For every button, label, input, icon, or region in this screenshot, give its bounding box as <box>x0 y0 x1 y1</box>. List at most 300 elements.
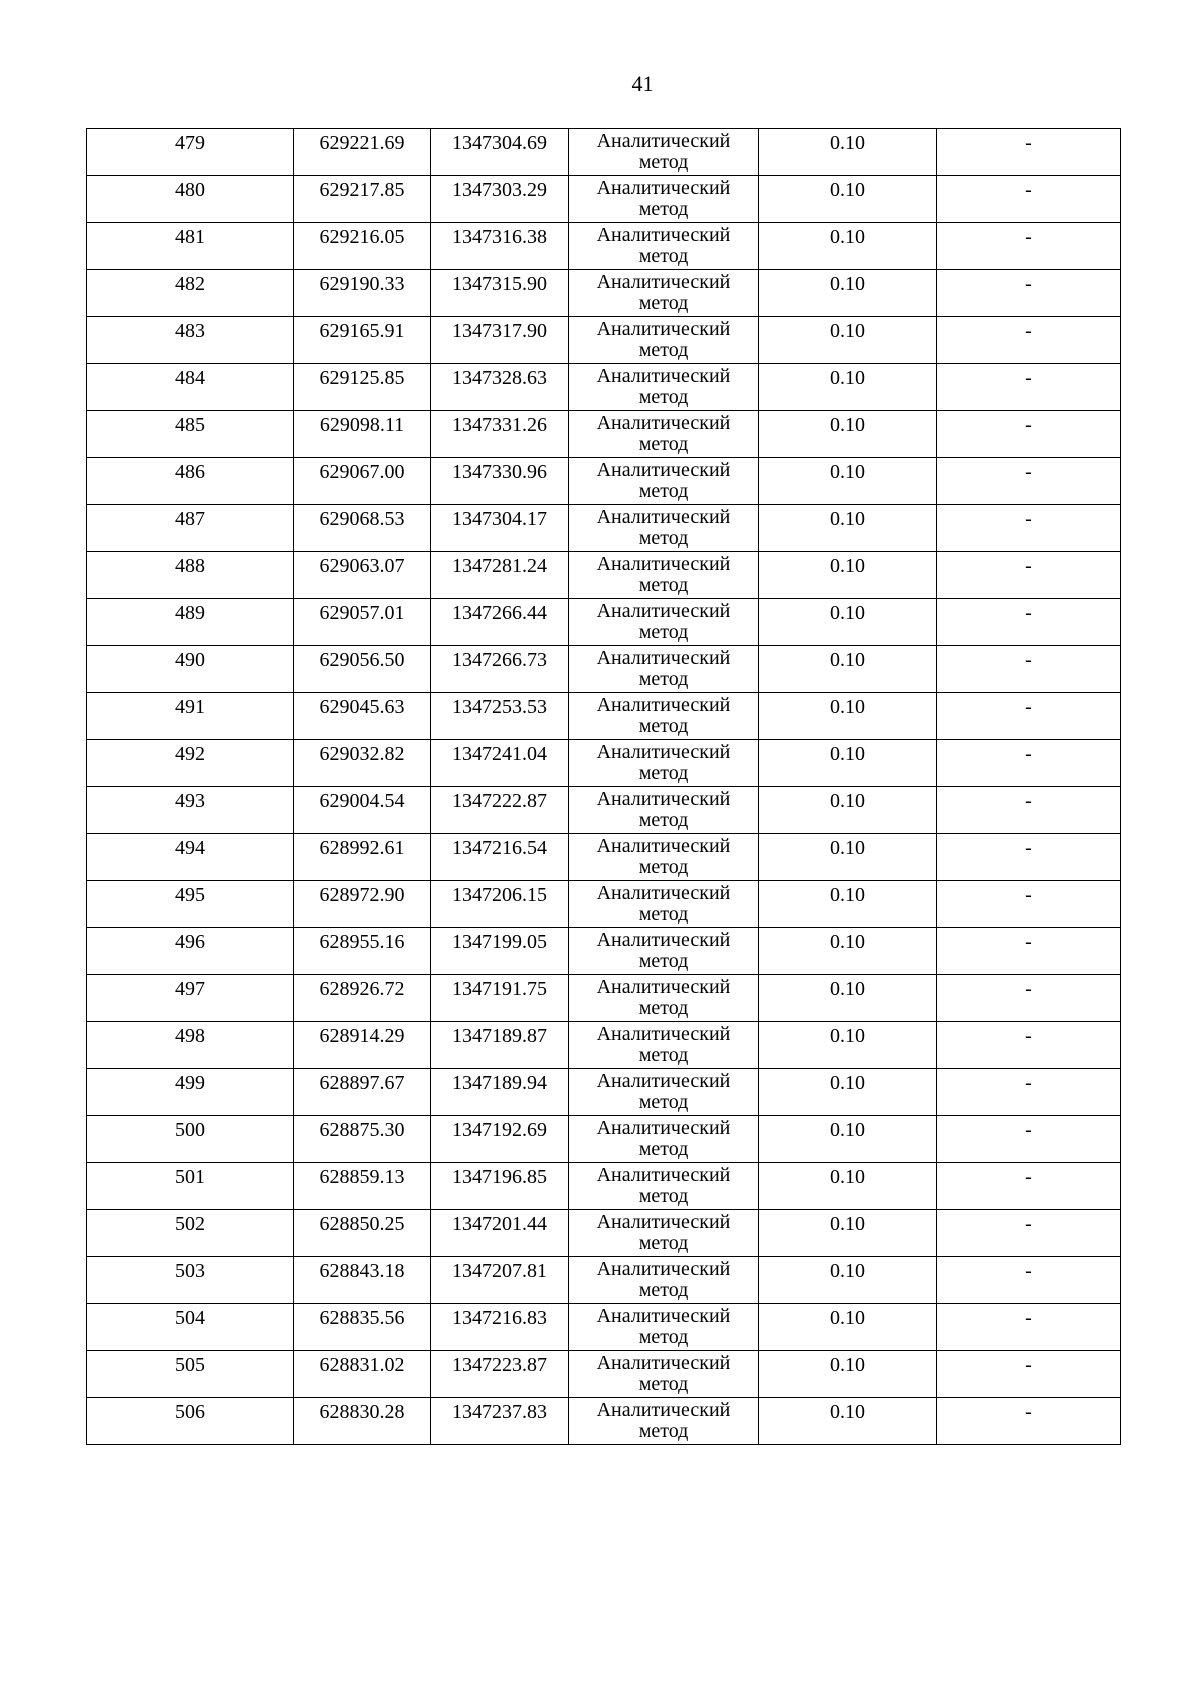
y-coordinate-value: 1347304.17 <box>452 508 547 530</box>
y-coordinate-cell <box>431 364 569 411</box>
note-value: - <box>1025 414 1032 436</box>
point-number-cell <box>87 693 294 740</box>
y-coordinate-value: 1347330.96 <box>452 461 547 483</box>
note-value: - <box>1025 1307 1032 1329</box>
point-number-cell <box>87 975 294 1022</box>
x-coordinate-value: 629045.63 <box>319 696 405 718</box>
note-cell <box>937 834 1121 881</box>
note-cell <box>937 1116 1121 1163</box>
table-body <box>87 129 1121 1445</box>
accuracy-value: 0.10 <box>830 1354 865 1376</box>
accuracy-value: 0.10 <box>830 978 865 1000</box>
method-line-2: метод <box>638 950 689 972</box>
note-value: - <box>1025 179 1032 201</box>
method-line-1: Аналитический <box>596 271 731 293</box>
method-cell <box>569 1351 759 1398</box>
note-cell <box>937 552 1121 599</box>
point-number-value: 504 <box>175 1307 205 1329</box>
point-number-value: 486 <box>175 461 205 483</box>
method-line-2: метод <box>638 668 689 690</box>
method-cell <box>569 223 759 270</box>
method-line-2: метод <box>638 151 689 173</box>
note-cell <box>937 1210 1121 1257</box>
note-cell <box>937 1257 1121 1304</box>
note-value: - <box>1025 884 1032 906</box>
x-coordinate-cell <box>294 364 431 411</box>
point-number-value: 483 <box>175 320 205 342</box>
method-line-1: Аналитический <box>596 1117 731 1139</box>
point-number-value: 494 <box>175 837 205 859</box>
accuracy-cell <box>759 552 937 599</box>
y-coordinate-cell <box>431 1163 569 1210</box>
point-number-value: 497 <box>175 978 205 1000</box>
point-number-value: 493 <box>175 790 205 812</box>
method-text <box>569 646 758 690</box>
x-coordinate-value: 628992.61 <box>319 837 405 859</box>
point-number-cell <box>87 176 294 223</box>
y-coordinate-value: 1347201.44 <box>452 1213 547 1235</box>
method-line-2: метод <box>638 339 689 361</box>
method-cell <box>569 1257 759 1304</box>
point-number-value: 484 <box>175 367 205 389</box>
method-line-2: метод <box>638 574 689 596</box>
x-coordinate-value: 629056.50 <box>319 649 405 671</box>
accuracy-value: 0.10 <box>830 1072 865 1094</box>
method-cell <box>569 834 759 881</box>
table-row <box>87 364 1121 411</box>
table-row <box>87 646 1121 693</box>
accuracy-value: 0.10 <box>830 320 865 342</box>
point-number-cell <box>87 1069 294 1116</box>
note-value: - <box>1025 1166 1032 1188</box>
note-cell <box>937 1304 1121 1351</box>
y-coordinate-cell <box>431 1351 569 1398</box>
accuracy-cell <box>759 740 937 787</box>
method-cell <box>569 317 759 364</box>
y-coordinate-cell <box>431 1069 569 1116</box>
point-number-value: 480 <box>175 179 205 201</box>
point-number-cell <box>87 411 294 458</box>
y-coordinate-value: 1347304.69 <box>452 132 547 154</box>
method-line-2: метод <box>638 292 689 314</box>
table-row <box>87 129 1121 176</box>
note-cell <box>937 317 1121 364</box>
note-value: - <box>1025 461 1032 483</box>
y-coordinate-cell <box>431 787 569 834</box>
x-coordinate-value: 628897.67 <box>319 1072 405 1094</box>
note-value: - <box>1025 1260 1032 1282</box>
accuracy-value: 0.10 <box>830 1307 865 1329</box>
accuracy-cell <box>759 834 937 881</box>
note-cell <box>937 364 1121 411</box>
y-coordinate-value: 1347281.24 <box>452 555 547 577</box>
method-line-1: Аналитический <box>596 130 731 152</box>
note-value: - <box>1025 696 1032 718</box>
method-cell <box>569 740 759 787</box>
method-line-2: метод <box>638 1373 689 1395</box>
x-coordinate-value: 629217.85 <box>319 179 405 201</box>
point-number-cell <box>87 129 294 176</box>
table-row <box>87 1069 1121 1116</box>
table-row <box>87 928 1121 975</box>
accuracy-value: 0.10 <box>830 508 865 530</box>
method-cell <box>569 505 759 552</box>
method-text <box>569 1351 758 1395</box>
table-row <box>87 270 1121 317</box>
note-cell <box>937 928 1121 975</box>
method-line-2: метод <box>638 480 689 502</box>
table-row <box>87 1116 1121 1163</box>
note-cell <box>937 505 1121 552</box>
x-coordinate-value: 628875.30 <box>319 1119 405 1141</box>
x-coordinate-value: 628843.18 <box>319 1260 405 1282</box>
point-number-value: 487 <box>175 508 205 530</box>
accuracy-cell <box>759 1163 937 1210</box>
table-row <box>87 505 1121 552</box>
accuracy-value: 0.10 <box>830 884 865 906</box>
x-coordinate-value: 629125.85 <box>319 367 405 389</box>
point-number-cell <box>87 740 294 787</box>
x-coordinate-cell <box>294 1351 431 1398</box>
method-cell <box>569 928 759 975</box>
method-text <box>569 176 758 220</box>
accuracy-cell <box>759 129 937 176</box>
method-line-2: метод <box>638 433 689 455</box>
y-coordinate-cell <box>431 599 569 646</box>
note-cell <box>937 599 1121 646</box>
x-coordinate-cell <box>294 787 431 834</box>
method-line-2: метод <box>638 198 689 220</box>
x-coordinate-cell <box>294 176 431 223</box>
note-cell <box>937 881 1121 928</box>
table-row <box>87 1398 1121 1445</box>
accuracy-value: 0.10 <box>830 179 865 201</box>
method-line-2: метод <box>638 1091 689 1113</box>
point-number-value: 498 <box>175 1025 205 1047</box>
point-number-value: 485 <box>175 414 205 436</box>
method-text <box>569 787 758 831</box>
method-line-2: метод <box>638 1279 689 1301</box>
y-coordinate-cell <box>431 270 569 317</box>
accuracy-cell <box>759 176 937 223</box>
x-coordinate-cell <box>294 646 431 693</box>
note-value: - <box>1025 1072 1032 1094</box>
note-value: - <box>1025 320 1032 342</box>
method-cell <box>569 1163 759 1210</box>
point-number-value: 499 <box>175 1072 205 1094</box>
method-cell <box>569 1398 759 1445</box>
point-number-cell <box>87 1163 294 1210</box>
method-line-1: Аналитический <box>596 318 731 340</box>
method-cell <box>569 1210 759 1257</box>
method-text <box>569 881 758 925</box>
y-coordinate-cell <box>431 1210 569 1257</box>
method-line-1: Аналитический <box>596 788 731 810</box>
y-coordinate-value: 1347331.26 <box>452 414 547 436</box>
y-coordinate-value: 1347266.73 <box>452 649 547 671</box>
accuracy-value: 0.10 <box>830 696 865 718</box>
y-coordinate-cell <box>431 881 569 928</box>
y-coordinate-value: 1347216.54 <box>452 837 547 859</box>
table-row <box>87 599 1121 646</box>
x-coordinate-value: 629190.33 <box>319 273 405 295</box>
method-text <box>569 1210 758 1254</box>
y-coordinate-value: 1347191.75 <box>452 978 547 1000</box>
method-text <box>569 693 758 737</box>
method-line-1: Аналитический <box>596 600 731 622</box>
method-text <box>569 1069 758 1113</box>
point-number-cell <box>87 787 294 834</box>
y-coordinate-cell <box>431 223 569 270</box>
x-coordinate-value: 629165.91 <box>319 320 405 342</box>
x-coordinate-cell <box>294 411 431 458</box>
y-coordinate-value: 1347222.87 <box>452 790 547 812</box>
method-line-2: метод <box>638 762 689 784</box>
method-cell <box>569 364 759 411</box>
method-text <box>569 129 758 173</box>
x-coordinate-cell <box>294 129 431 176</box>
point-number-cell <box>87 1257 294 1304</box>
x-coordinate-cell <box>294 928 431 975</box>
table-row <box>87 1022 1121 1069</box>
y-coordinate-cell <box>431 693 569 740</box>
note-cell <box>937 1022 1121 1069</box>
accuracy-value: 0.10 <box>830 1401 865 1423</box>
method-cell <box>569 975 759 1022</box>
x-coordinate-value: 629057.01 <box>319 602 405 624</box>
accuracy-value: 0.10 <box>830 837 865 859</box>
x-coordinate-cell <box>294 505 431 552</box>
x-coordinate-cell <box>294 1398 431 1445</box>
x-coordinate-cell <box>294 1163 431 1210</box>
note-value: - <box>1025 226 1032 248</box>
x-coordinate-cell <box>294 458 431 505</box>
y-coordinate-cell <box>431 928 569 975</box>
point-number-cell <box>87 317 294 364</box>
method-line-1: Аналитический <box>596 365 731 387</box>
x-coordinate-value: 629032.82 <box>319 743 405 765</box>
point-number-value: 490 <box>175 649 205 671</box>
method-line-1: Аналитический <box>596 506 731 528</box>
point-number-cell <box>87 364 294 411</box>
y-coordinate-value: 1347303.29 <box>452 179 547 201</box>
note-cell <box>937 1351 1121 1398</box>
method-line-1: Аналитический <box>596 177 731 199</box>
method-line-1: Аналитический <box>596 459 731 481</box>
table-row <box>87 1210 1121 1257</box>
x-coordinate-cell <box>294 599 431 646</box>
y-coordinate-value: 1347223.87 <box>452 1354 547 1376</box>
table-row <box>87 458 1121 505</box>
point-number-cell <box>87 552 294 599</box>
y-coordinate-cell <box>431 740 569 787</box>
accuracy-value: 0.10 <box>830 1213 865 1235</box>
accuracy-value: 0.10 <box>830 132 865 154</box>
accuracy-value: 0.10 <box>830 555 865 577</box>
table-row <box>87 176 1121 223</box>
method-line-1: Аналитический <box>596 976 731 998</box>
note-value: - <box>1025 273 1032 295</box>
method-cell <box>569 411 759 458</box>
y-coordinate-value: 1347328.63 <box>452 367 547 389</box>
point-number-cell <box>87 881 294 928</box>
point-number-value: 481 <box>175 226 205 248</box>
x-coordinate-value: 628850.25 <box>319 1213 405 1235</box>
x-coordinate-value: 629068.53 <box>319 508 405 530</box>
table-row <box>87 881 1121 928</box>
method-line-2: метод <box>638 1420 689 1442</box>
method-text <box>569 834 758 878</box>
note-cell <box>937 646 1121 693</box>
method-line-1: Аналитический <box>596 1352 731 1374</box>
note-cell <box>937 693 1121 740</box>
y-coordinate-cell <box>431 505 569 552</box>
note-value: - <box>1025 132 1032 154</box>
accuracy-value: 0.10 <box>830 790 865 812</box>
accuracy-cell <box>759 787 937 834</box>
method-line-1: Аналитический <box>596 882 731 904</box>
accuracy-cell <box>759 693 937 740</box>
method-line-2: метод <box>638 715 689 737</box>
note-cell <box>937 740 1121 787</box>
x-coordinate-cell <box>294 1116 431 1163</box>
note-cell <box>937 223 1121 270</box>
x-coordinate-value: 628830.28 <box>319 1401 405 1423</box>
method-line-1: Аналитический <box>596 835 731 857</box>
accuracy-value: 0.10 <box>830 602 865 624</box>
note-value: - <box>1025 743 1032 765</box>
method-text <box>569 411 758 455</box>
table-row <box>87 223 1121 270</box>
y-coordinate-value: 1347266.44 <box>452 602 547 624</box>
method-line-2: метод <box>638 621 689 643</box>
note-cell <box>937 1069 1121 1116</box>
note-value: - <box>1025 931 1032 953</box>
accuracy-value: 0.10 <box>830 931 865 953</box>
method-text <box>569 1022 758 1066</box>
note-value: - <box>1025 790 1032 812</box>
accuracy-value: 0.10 <box>830 1166 865 1188</box>
table-row <box>87 787 1121 834</box>
y-coordinate-value: 1347317.90 <box>452 320 547 342</box>
method-line-2: метод <box>638 1232 689 1254</box>
x-coordinate-cell <box>294 1210 431 1257</box>
point-number-cell <box>87 1116 294 1163</box>
note-cell <box>937 975 1121 1022</box>
point-number-value: 491 <box>175 696 205 718</box>
y-coordinate-cell <box>431 1257 569 1304</box>
method-text <box>569 364 758 408</box>
method-cell <box>569 1116 759 1163</box>
note-value: - <box>1025 1401 1032 1423</box>
accuracy-value: 0.10 <box>830 461 865 483</box>
x-coordinate-value: 628859.13 <box>319 1166 405 1188</box>
accuracy-cell <box>759 223 937 270</box>
table-row <box>87 1351 1121 1398</box>
y-coordinate-value: 1347315.90 <box>452 273 547 295</box>
note-cell <box>937 129 1121 176</box>
x-coordinate-cell <box>294 834 431 881</box>
y-coordinate-cell <box>431 411 569 458</box>
x-coordinate-value: 629067.00 <box>319 461 405 483</box>
table-row <box>87 1163 1121 1210</box>
note-value: - <box>1025 649 1032 671</box>
note-value: - <box>1025 1354 1032 1376</box>
method-cell <box>569 1304 759 1351</box>
method-text <box>569 505 758 549</box>
point-number-cell <box>87 928 294 975</box>
accuracy-cell <box>759 928 937 975</box>
y-coordinate-value: 1347241.04 <box>452 743 547 765</box>
y-coordinate-value: 1347237.83 <box>452 1401 547 1423</box>
x-coordinate-value: 629004.54 <box>319 790 405 812</box>
method-line-1: Аналитический <box>596 1023 731 1045</box>
accuracy-cell <box>759 881 937 928</box>
method-text <box>569 1116 758 1160</box>
accuracy-cell <box>759 1210 937 1257</box>
method-line-1: Аналитический <box>596 694 731 716</box>
accuracy-value: 0.10 <box>830 1119 865 1141</box>
note-cell <box>937 176 1121 223</box>
x-coordinate-cell <box>294 317 431 364</box>
method-line-2: метод <box>638 856 689 878</box>
accuracy-cell <box>759 1116 937 1163</box>
method-text <box>569 317 758 361</box>
method-text <box>569 1163 758 1207</box>
table-row <box>87 834 1121 881</box>
point-number-cell <box>87 223 294 270</box>
note-value: - <box>1025 837 1032 859</box>
x-coordinate-value: 628831.02 <box>319 1354 405 1376</box>
point-number-cell <box>87 1398 294 1445</box>
point-number-value: 488 <box>175 555 205 577</box>
note-value: - <box>1025 367 1032 389</box>
y-coordinate-value: 1347199.05 <box>452 931 547 953</box>
x-coordinate-value: 628835.56 <box>319 1307 405 1329</box>
table-row <box>87 693 1121 740</box>
accuracy-cell <box>759 505 937 552</box>
note-cell <box>937 787 1121 834</box>
y-coordinate-cell <box>431 646 569 693</box>
method-cell <box>569 1069 759 1116</box>
x-coordinate-value: 628926.72 <box>319 978 405 1000</box>
x-coordinate-value: 628972.90 <box>319 884 405 906</box>
table-row <box>87 740 1121 787</box>
method-line-2: метод <box>638 1138 689 1160</box>
point-number-value: 482 <box>175 273 205 295</box>
accuracy-cell <box>759 1022 937 1069</box>
point-number-cell <box>87 1022 294 1069</box>
method-text <box>569 223 758 267</box>
method-line-1: Аналитический <box>596 553 731 575</box>
method-cell <box>569 599 759 646</box>
x-coordinate-value: 628914.29 <box>319 1025 405 1047</box>
point-number-value: 506 <box>175 1401 205 1423</box>
x-coordinate-value: 629221.69 <box>319 132 405 154</box>
note-value: - <box>1025 555 1032 577</box>
method-line-1: Аналитический <box>596 1305 731 1327</box>
method-line-1: Аналитический <box>596 741 731 763</box>
accuracy-value: 0.10 <box>830 1260 865 1282</box>
note-value: - <box>1025 1213 1032 1235</box>
method-line-2: метод <box>638 527 689 549</box>
method-line-1: Аналитический <box>596 1164 731 1186</box>
x-coordinate-cell <box>294 740 431 787</box>
x-coordinate-value: 629063.07 <box>319 555 405 577</box>
x-coordinate-cell <box>294 693 431 740</box>
method-text <box>569 458 758 502</box>
point-number-value: 489 <box>175 602 205 624</box>
